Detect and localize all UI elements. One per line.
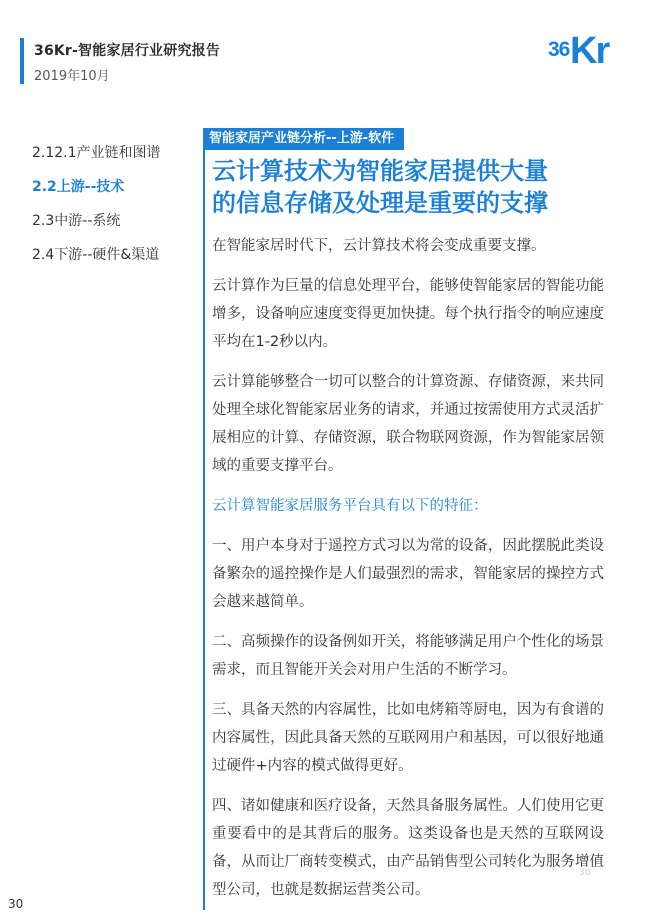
paragraph: 四、诸如健康和医疗设备，天然具备服务属性。人们使用它更重要看中的是其背后的服务。这类设备也是天然的互联网设备，从而让厂商转变模式，由产品销售型公司转化为服务增值型公司，也就是数据运营类公司。 [212, 798, 604, 898]
paragraph: 二、高频操作的设备例如开关，将能够满足用户个性化的场景需求，而且智能开关会对用户生活的不断学习。 [212, 634, 604, 678]
paragraph: 在智能家居时代下，云计算技术将会变成重要支撑。 [212, 238, 546, 254]
content-divider [203, 150, 205, 910]
report-date: 2019年10月 [34, 69, 110, 84]
toc-item-2-2[interactable]: 2.2上游--技术 [32, 179, 125, 195]
logo-letters: Kr [570, 30, 609, 72]
body-text [212, 232, 604, 916]
page-headline [212, 155, 622, 219]
page-number: 30 [8, 897, 24, 911]
report-title: 36Kr-智能家居行业研究报告 [34, 43, 221, 59]
paragraph: 一、用户本身对于遥控方式习以为常的设备，因此摆脱此类设备繁杂的遥控操作是人们最强烈的需求，智能家居的操控方式会越来越简单。 [212, 538, 604, 610]
paragraph: 云计算作为巨量的信息处理平台，能够使智能家居的智能功能增多，设备响应速度变得更加快捷。每个执行指令的响应速度平均在1-2秒以内。 [212, 278, 604, 350]
toc-item-2-1[interactable]: 2.12.1产业链和图谱 [32, 145, 161, 161]
toc-item-2-3[interactable]: 2.3中游--系统 [32, 213, 121, 229]
logo-number: 36 [548, 38, 570, 61]
paragraph: 三、具备天然的内容属性，比如电烤箱等厨电，因为有食谱的内容属性，因此具备天然的互联网用户和基因，可以很好地通过硬件+内容的模式做得更好。 [212, 702, 604, 774]
toc-item-2-4[interactable]: 2.4下游--硬件&渠道 [32, 247, 160, 263]
table-of-contents [32, 142, 202, 278]
header-accent-bar [20, 38, 24, 84]
features-heading: 云计算智能家居服务平台具有以下的特征： [212, 498, 488, 514]
headline-line-1: 云计算技术为智能家居提供大量 [212, 157, 548, 185]
section-tag: 智能家居产业链分析--上游-软件 [203, 128, 404, 150]
headline-line-2: 的信息存储及处理是重要的支撑 [212, 189, 548, 217]
paragraph: 云计算能够整合一切可以整合的计算资源、存储资源，来共同处理全球化智能家居业务的请求，并通过按需使用方式灵活扩展相应的计算、存储资源，联合物联网资源，作为智能家居领域的重要支撑平台。 [212, 374, 604, 474]
36kr-logo [548, 30, 630, 74]
page-number-faint: 30 [579, 868, 591, 878]
